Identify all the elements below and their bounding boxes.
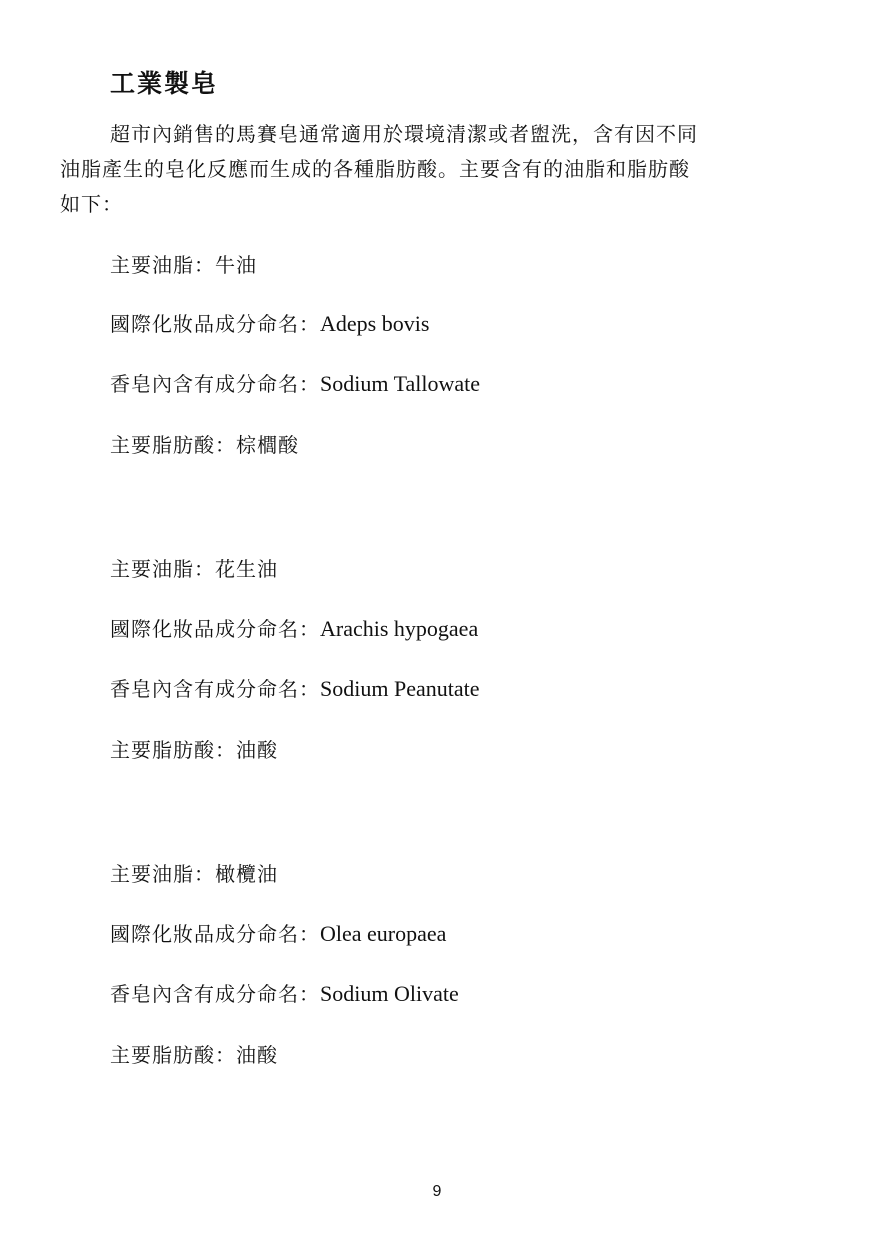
soap-label: 香皂內含有成分命名： — [110, 677, 320, 701]
oil-line — [110, 554, 278, 584]
inci-line — [110, 309, 429, 339]
soap-line — [110, 369, 480, 399]
acid-label: 主要脂肪酸： — [110, 433, 236, 457]
acid-label: 主要脂肪酸： — [110, 1043, 236, 1067]
oil-label: 主要油脂： — [110, 557, 215, 581]
soap-line — [110, 979, 459, 1009]
soap-label: 香皂內含有成分命名： — [110, 982, 320, 1006]
acid-label: 主要脂肪酸： — [110, 738, 236, 762]
intro-line: 超市內銷售的馬賽皂通常適用於環境清潔或者盥洗，含有因不同 — [110, 122, 698, 146]
oil-line — [110, 250, 257, 280]
oil-value: 牛油 — [215, 253, 257, 277]
inci-value: Olea europaea — [320, 921, 447, 946]
inci-line — [110, 919, 446, 949]
page-number: 9 — [432, 1183, 442, 1200]
acid-value: 油酸 — [236, 1043, 278, 1067]
inci-label: 國際化妝品成分命名： — [110, 617, 320, 641]
soap-value: Sodium Tallowate — [320, 371, 480, 396]
inci-label: 國際化妝品成分命名： — [110, 922, 320, 946]
acid-line — [110, 1040, 278, 1070]
inci-value: Adeps bovis — [320, 311, 430, 336]
oil-label: 主要油脂： — [110, 253, 215, 277]
oil-label: 主要油脂： — [110, 862, 215, 886]
acid-value: 油酸 — [236, 738, 278, 762]
soap-value: Sodium Peanutate — [320, 676, 480, 701]
soap-label: 香皂內含有成分命名： — [110, 372, 320, 396]
acid-line — [110, 735, 278, 765]
oil-line — [110, 859, 278, 889]
oil-value: 橄欖油 — [215, 862, 278, 886]
intro-paragraph — [60, 117, 820, 222]
inci-line — [110, 614, 478, 644]
intro-line: 如下： — [60, 192, 123, 216]
inci-label: 國際化妝品成分命名： — [110, 312, 320, 336]
soap-value: Sodium Olivate — [320, 981, 459, 1006]
soap-line — [110, 674, 479, 704]
inci-value: Arachis hypogaea — [320, 616, 479, 641]
intro-line: 油脂產生的皂化反應而生成的各種脂肪酸。主要含有的油脂和脂肪酸 — [60, 157, 690, 181]
acid-line — [110, 430, 299, 460]
acid-value: 棕櫚酸 — [236, 433, 299, 457]
page-title: 工業製皂 — [110, 69, 219, 98]
oil-value: 花生油 — [215, 557, 278, 581]
